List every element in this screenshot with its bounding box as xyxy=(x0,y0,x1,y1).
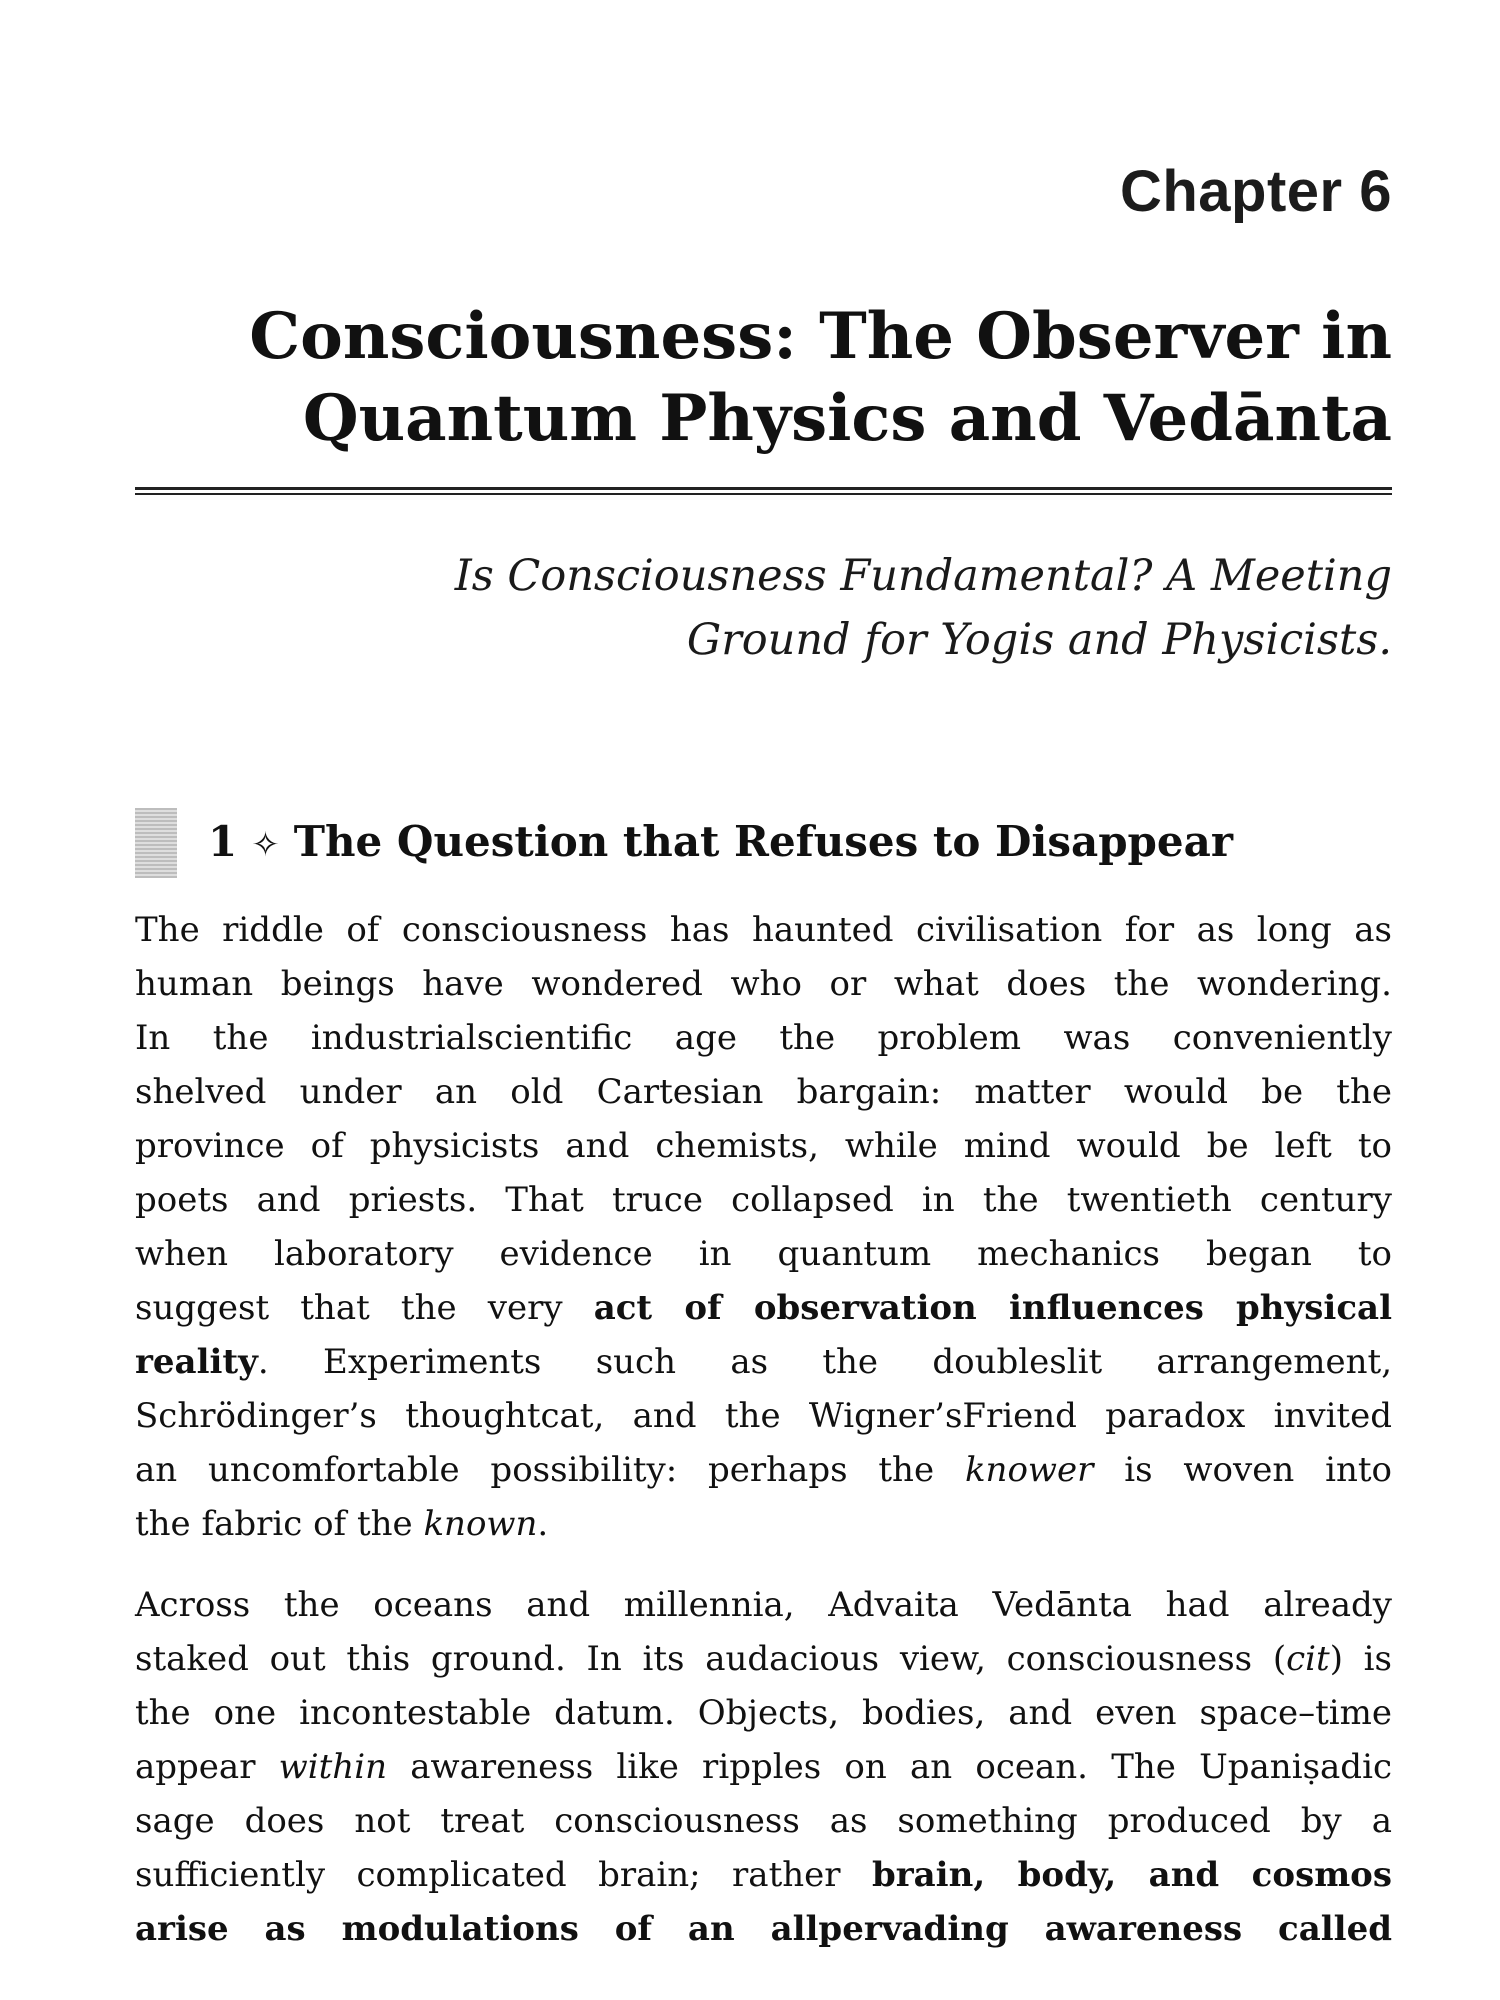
section-title: The Question that Refuses to Disappear xyxy=(293,817,1233,866)
text-line: the one incontestable datum. Objects, bodies, and even space–time xyxy=(135,1693,1392,1733)
text-line xyxy=(135,1902,1392,1956)
epigraph-line: Ground for Yogis and Physicists. xyxy=(686,615,1392,665)
text-line: In the industrialscientific age the problem was conveniently xyxy=(135,1018,1392,1058)
italic-run: knower xyxy=(964,1450,1094,1490)
epigraph-line: Is Consciousness Fundamental? A Meeting xyxy=(454,551,1392,601)
text-line: poets and priests. That truce collapsed in the twentieth century xyxy=(135,1180,1392,1220)
text-line xyxy=(135,1740,1392,1794)
section-heading xyxy=(208,816,1233,871)
chapter-title-line: Consciousness: The Observer in xyxy=(249,299,1392,374)
bold-run: brain, body, and cosmos xyxy=(871,1855,1393,1895)
text-run: appear xyxy=(135,1747,279,1787)
chapter-title xyxy=(192,296,1392,460)
text-line: province of physicists and chemists, while mind would be left to xyxy=(135,1126,1392,1166)
section-number: 1 xyxy=(208,817,238,866)
italic-run: known xyxy=(423,1504,538,1544)
bold-run: reality xyxy=(135,1342,258,1382)
text-line xyxy=(135,1281,1392,1335)
text-line: Schrödinger’s thoughtcat, and the Wigner’sFriend paradox invited xyxy=(135,1396,1392,1436)
text-line xyxy=(135,1848,1392,1902)
section-glyph-icon: ✧ xyxy=(251,825,280,865)
chapter-label: Chapter 6 xyxy=(1119,159,1392,224)
text-line xyxy=(135,1335,1392,1389)
text-line: The riddle of consciousness has haunted civilisation for as long as xyxy=(135,910,1392,950)
epigraph xyxy=(292,544,1392,672)
text-line xyxy=(135,1632,1392,1686)
paragraph-1 xyxy=(135,903,1392,1551)
text-run: staked out this ground. In its audacious view, consciousness ( xyxy=(135,1639,1287,1679)
text-run: awareness like ripples on an ocean. The Upaniṣadic xyxy=(386,1747,1392,1787)
text-line xyxy=(135,1443,1392,1497)
text-line: shelved under an old Cartesian bargain: matter would be the xyxy=(135,1072,1392,1112)
text-run: is woven into xyxy=(1093,1450,1392,1490)
section-marker xyxy=(135,808,177,878)
text-line: sage does not treat consciousness as something produced by a xyxy=(135,1801,1392,1841)
text-run: ) is xyxy=(1329,1639,1392,1679)
text-run: . xyxy=(537,1504,549,1544)
text-run: the fabric of the xyxy=(135,1504,424,1544)
text-line: when laboratory evidence in quantum mechanics began to xyxy=(135,1234,1392,1274)
text-run: . Experiments such as the doubleslit arrangement, xyxy=(257,1342,1392,1382)
text-run: suggest that the very xyxy=(135,1288,594,1328)
text-run: sufficiently complicated brain; rather xyxy=(135,1855,872,1895)
text-line: human beings have wondered who or what does the wondering. xyxy=(135,964,1392,1004)
paragraph-2 xyxy=(135,1578,1392,1956)
text-line: Across the oceans and millennia, Advaita Vedānta had already xyxy=(135,1585,1392,1625)
chapter-title-line: Quantum Physics and Vedānta xyxy=(302,381,1392,456)
text-run: an uncomfortable possibility: perhaps the xyxy=(135,1450,965,1490)
bold-run: arise as modulations of an allpervading awareness called xyxy=(135,1909,1392,1949)
text-line xyxy=(135,1497,1392,1551)
bold-run: act of observation influences physical xyxy=(593,1288,1392,1328)
italic-run: within xyxy=(278,1747,387,1787)
italic-run: cit xyxy=(1286,1639,1330,1679)
title-divider xyxy=(135,487,1392,495)
